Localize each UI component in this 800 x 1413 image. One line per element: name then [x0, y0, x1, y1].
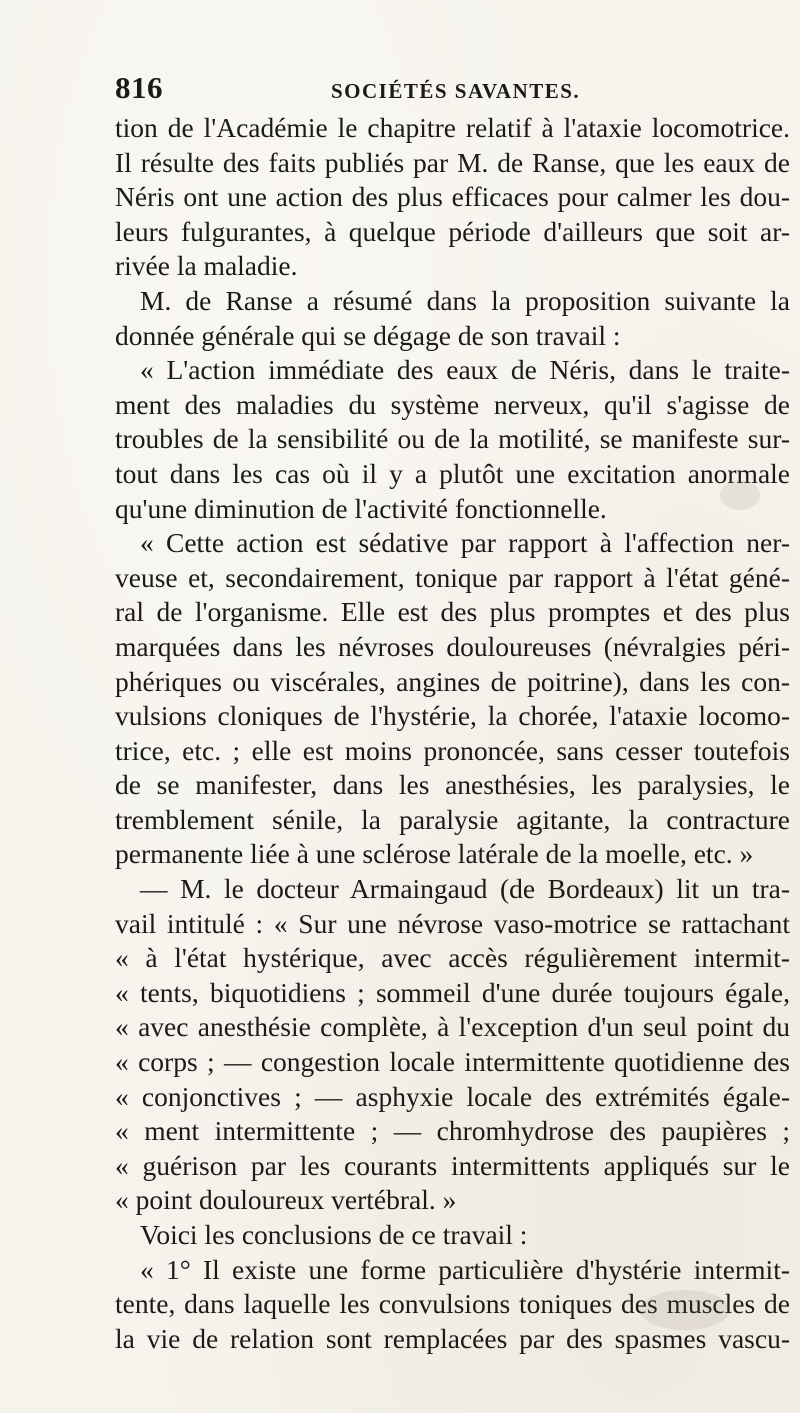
text-line: « à l'état hystérique, avec accès régulièrement intermit-	[115, 942, 790, 974]
text-line: permanente liée à une sclérose latérale de la moelle, etc. »	[115, 838, 754, 870]
text-line: tremblement sénile, la paralysie agitante, la contracture	[115, 803, 790, 835]
text-line: — M. le docteur Armaingaud (de Bordeaux) lit un tra-	[140, 873, 790, 905]
text-line: « ment intermittente ; — chromhydrose des paupières ;	[115, 1115, 790, 1147]
paper-stain	[640, 1290, 730, 1330]
text-line: phériques ou viscérales, angines de poitrine), dans les con-	[115, 665, 790, 697]
paper-stain	[720, 480, 760, 510]
running-title: SOCIÉTÉS SAVANTES.	[331, 79, 581, 103]
text-line: « 1° Il existe une forme particulière d'hystérie intermit-	[140, 1253, 790, 1285]
text-line: M. de Ranse a résumé dans la proposition suivante la	[140, 284, 790, 316]
page-number: 816	[115, 70, 163, 105]
text-line: rivée la maladie.	[115, 250, 298, 282]
text-line: ment des maladies du système nerveux, qu'il s'agisse de	[115, 388, 790, 420]
text-line: trice, etc. ; elle est moins prononcée, sans cesser toutefois	[115, 734, 790, 766]
text-line: qu'une diminution de l'activité fonctionnelle.	[115, 492, 607, 524]
running-head	[115, 66, 785, 110]
text-line: leurs fulgurantes, à quelque période d'ailleurs que soit ar-	[115, 215, 790, 247]
text-line: « L'action immédiate des eaux de Néris, dans le traite-	[140, 354, 790, 386]
text-line: la vie de relation sont remplacées par des spasmes vascu-	[115, 1322, 790, 1354]
text-line: ral de l'organisme. Elle est des plus promptes et des plus	[115, 596, 790, 628]
text-line: Néris ont une action des plus efficaces pour calmer les dou-	[115, 181, 790, 213]
text-line: « conjonctives ; — asphyxie locale des extrémités égale-	[115, 1080, 790, 1112]
text-line: troubles de la sensibilité ou de la motilité, se manifeste sur-	[115, 423, 790, 455]
text-line: « point douloureux vertébral. »	[115, 1184, 457, 1216]
text-line: marquées dans les névroses douloureuses (névralgies péri-	[115, 630, 790, 662]
text-line: donnée générale qui se dégage de son travail :	[115, 319, 621, 351]
text-line: tout dans les cas où il y a plutôt une excitation anormale	[115, 457, 790, 489]
text-line: « tents, biquotidiens ; sommeil d'une durée toujours égale,	[115, 976, 790, 1008]
text-line: « corps ; — congestion locale intermittente quotidienne des	[115, 1046, 790, 1078]
text-line: veuse et, secondairement, tonique par rapport à l'état géné-	[115, 561, 790, 593]
text-line: Voici les conclusions de ce travail :	[140, 1219, 528, 1250]
text-line: « guérison par les courants intermittents appliqués sur le	[115, 1149, 790, 1181]
text-line: tente, dans laquelle les convulsions toniques des muscles de	[115, 1288, 790, 1320]
text-line: « avec anesthésie complète, à l'exception d'un seul point du	[115, 1011, 790, 1043]
text-line: Il résulte des faits publiés par M. de Ranse, que les eaux de	[115, 146, 790, 178]
body-text	[115, 111, 790, 1356]
text-line: de se manifester, dans les anesthésies, les paralysies, le	[115, 769, 790, 801]
text-line: vulsions cloniques de l'hystérie, la chorée, l'ataxie locomo-	[115, 700, 790, 732]
text-line: tion de l'Académie le chapitre relatif à l'ataxie locomotrice.	[115, 112, 790, 143]
text-line: « Cette action est sédative par rapport à l'affection ner-	[140, 527, 790, 559]
text-line: vail intitulé : « Sur une névrose vaso-motrice se rattachant	[115, 907, 790, 939]
